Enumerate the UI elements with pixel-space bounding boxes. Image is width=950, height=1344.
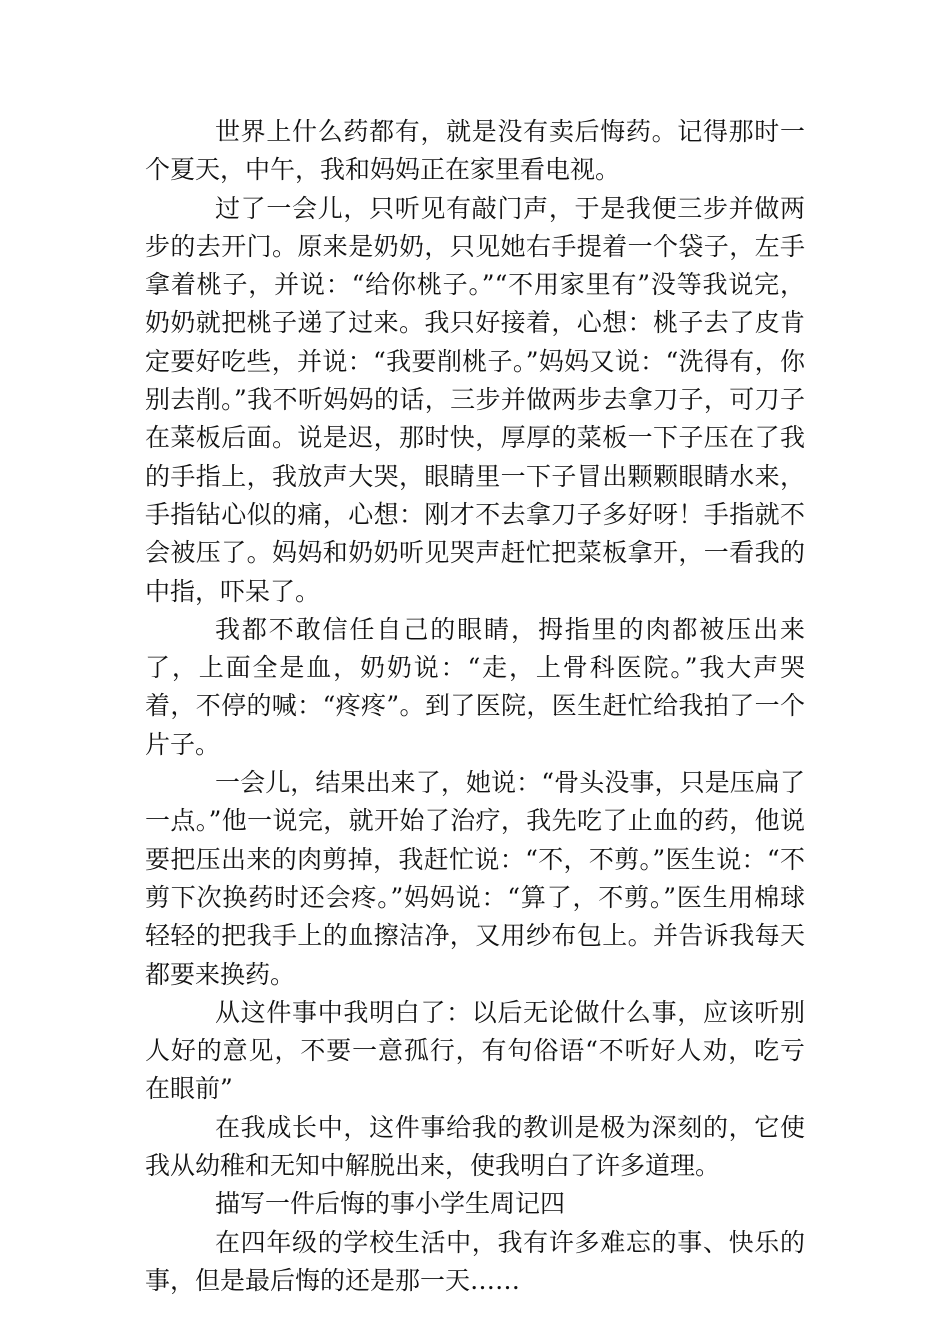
document-page [145,113,805,1300]
paragraph-6: 在我成长中，这件事给我的教训是极为深刻的，它使我从幼稚和无知中解脱出来，使我明白了许多道理。 [145,1112,805,1181]
section-heading: 描写一件后悔的事小学生周记四 [215,1189,566,1219]
paragraph-1: 世界上什么药都有，就是没有卖后悔药。记得那时一个夏天，中午，我和妈妈正在家里看电视。 [145,117,805,185]
paragraph-2: 过了一会儿，只听见有敲门声，于是我便三步并做两步的去开门。原来是奶奶，只见她右手提着一个袋子，左手拿着桃子，并说：“给你桃子。”“不用家里有”没等我说完，奶奶就把桃子递了过来。我只好接着，心想：桃子去了皮肯定要好吃些，并说：“我要削桃子。”妈妈又说：“洗得有，你别去削。”我不听妈妈的话，三步并做两步去拿刀子，可刀子在菜板后面。说是迟，那时快，厚厚的菜板一下子压在了我的手指上，我放声大哭，眼睛里一下子冒出颗颗眼睛水来，手指钻心似的痛，心想：刚才不去拿刀子多好呀！手指就不会被压了。妈妈和奶奶听见哭声赶忙把菜板拿开，一看我的中指，吓呆了。 [145,193,805,606]
paragraph-5: 从这件事中我明白了：以后无论做什么事，应该听别人好的意见，不要一意孤行，有句俗语“不听好人劝，吃亏在眼前” [145,997,805,1104]
paragraph-7: 在四年级的学校生活中，我有许多难忘的事、快乐的事，但是最后悔的还是那一天…… [145,1227,805,1295]
paragraph-4: 一会儿，结果出来了，她说：“骨头没事，只是压扁了一点。”他一说完，就开始了治疗，我先吃了止血的药，他说要把压出来的肉剪掉，我赶忙说：“不，不剪。”医生说：“不剪下次换药时还会疼。”妈妈说：“算了，不剪。”医生用棉球轻轻的把我手上的血擦洁净，又用纱布包上。并告诉我每天都要来换药。 [145,768,805,989]
paragraph-3: 我都不敢信任自己的眼睛，拇指里的肉都被压出来了，上面全是血，奶奶说：“走，上骨科医院。”我大声哭着，不停的喊：“疼疼”。到了医院，医生赶忙给我拍了一个片子。 [145,614,805,759]
